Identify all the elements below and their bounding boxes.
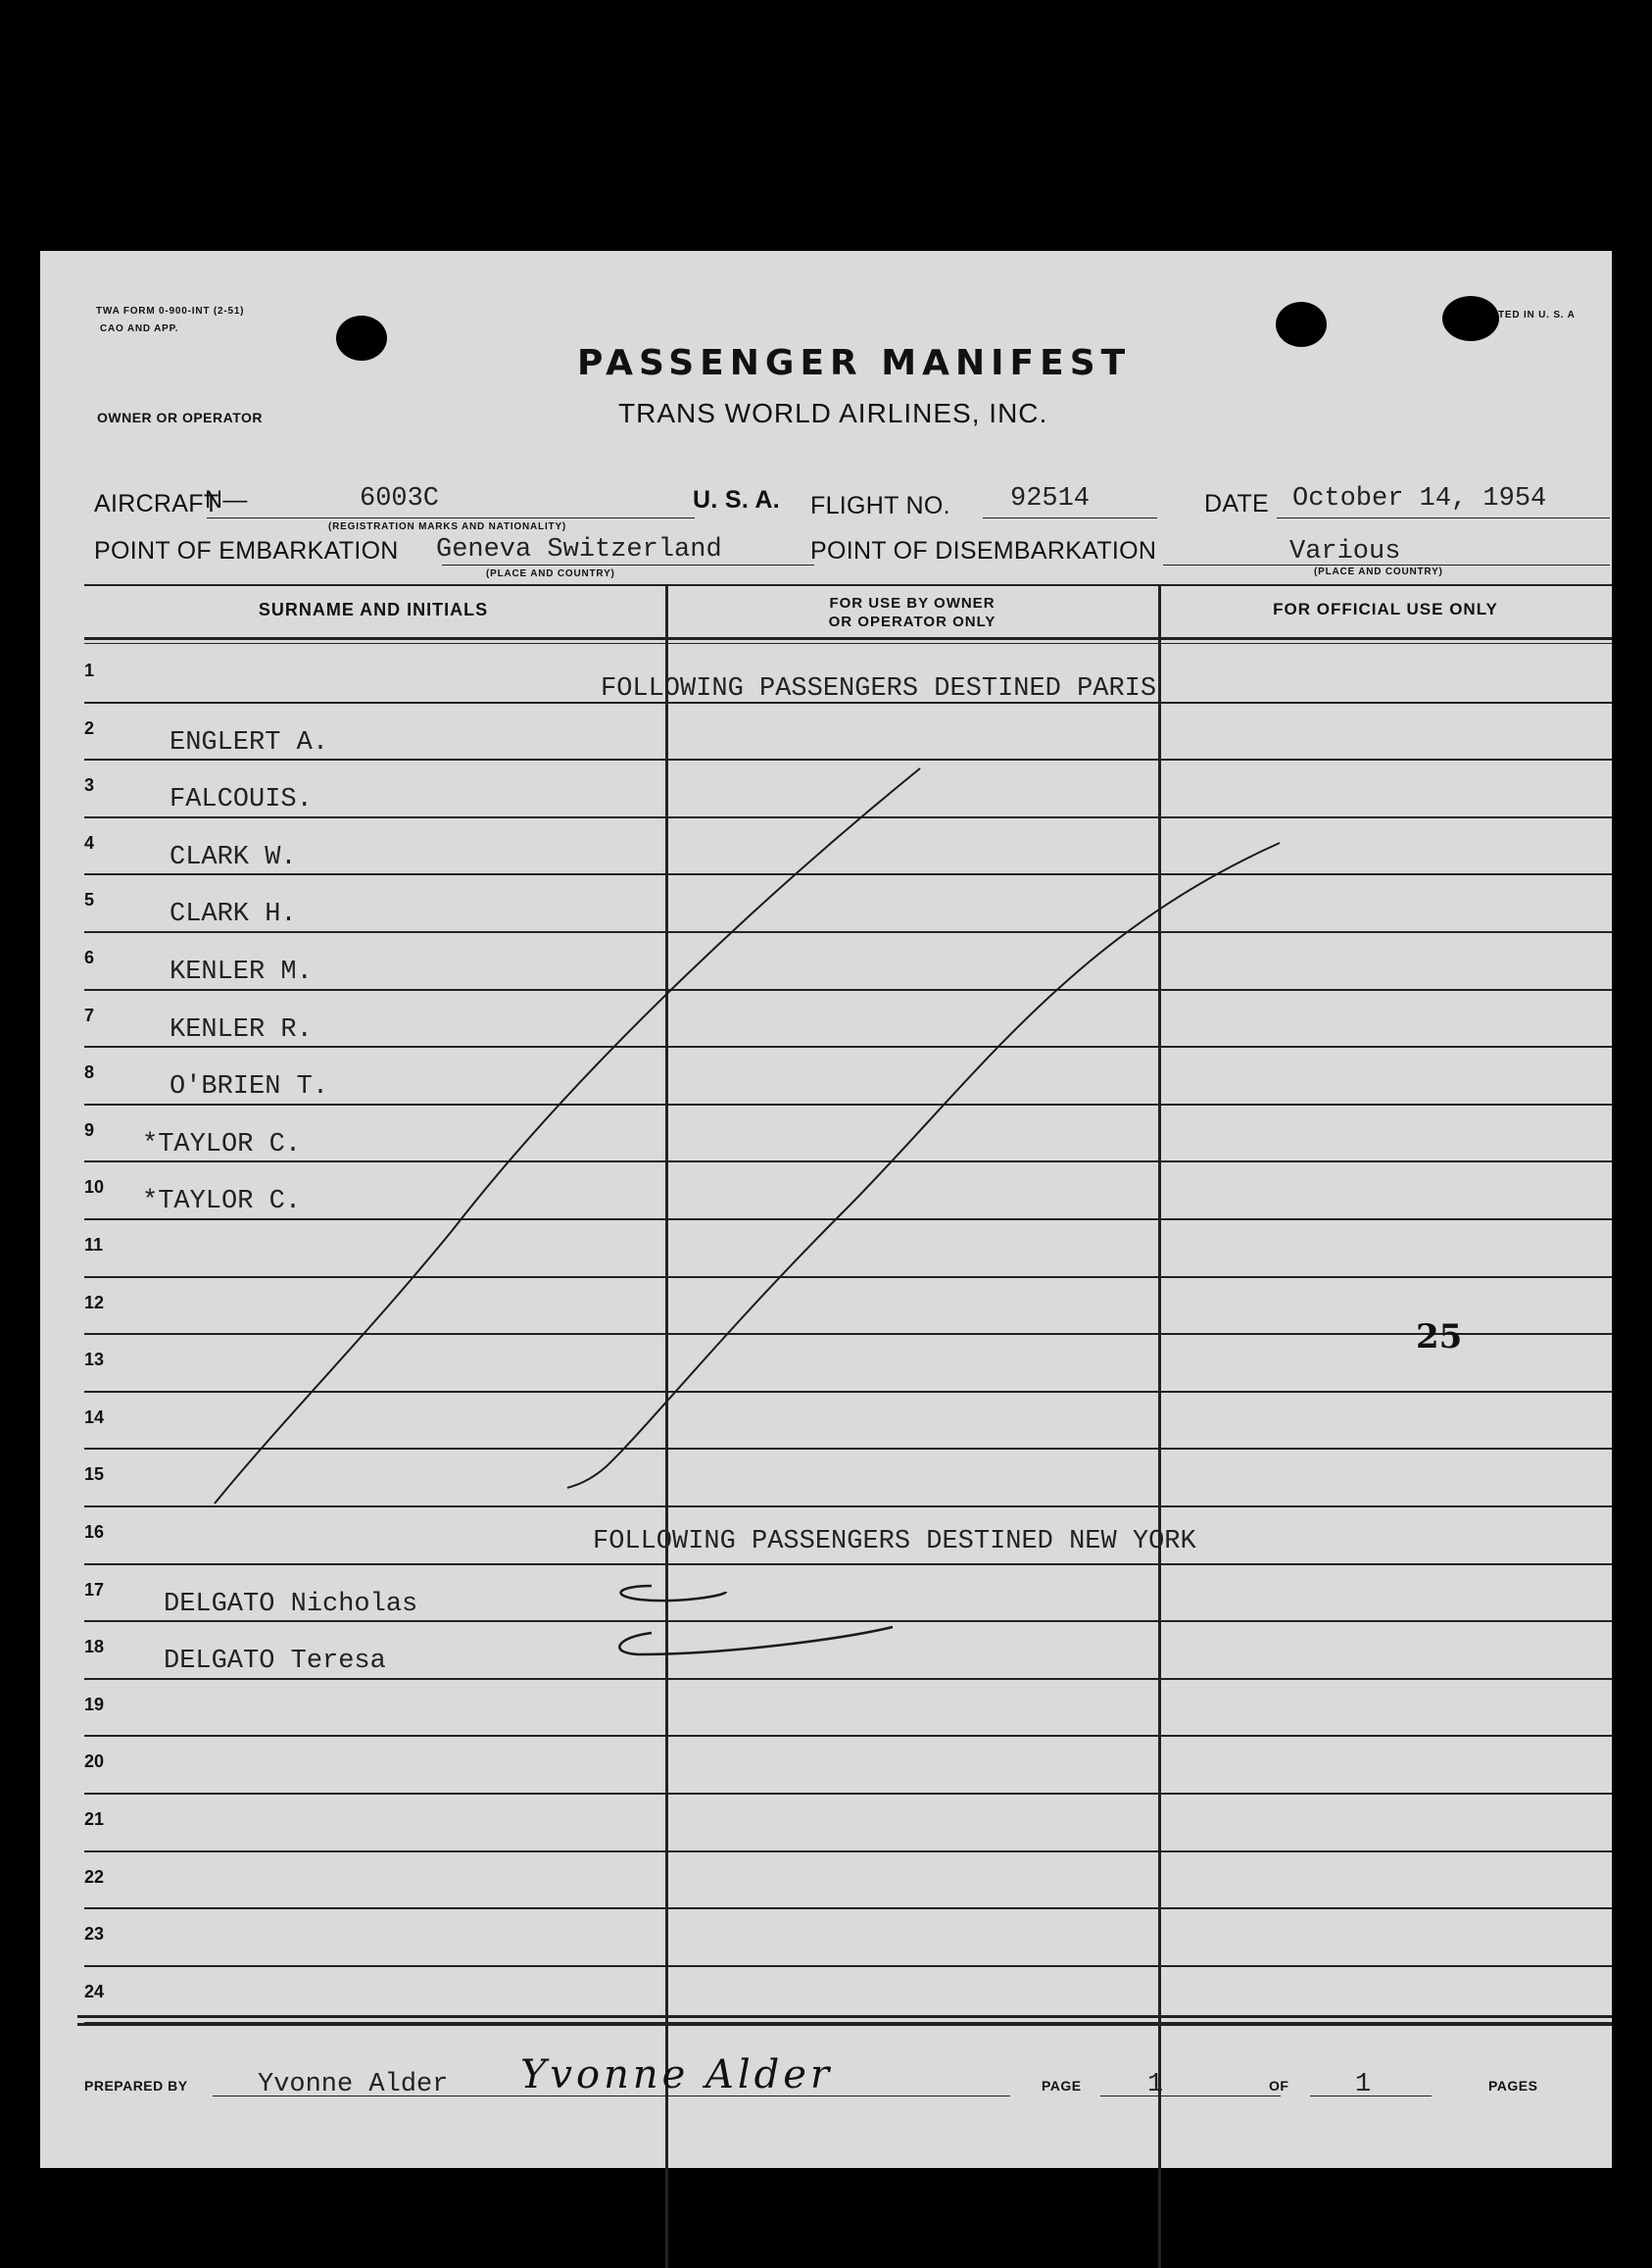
row-number: 1 xyxy=(84,661,95,680)
prepared-label: PREPARED BY xyxy=(84,2078,188,2094)
disembark-label: POINT OF DISEMBARKATION xyxy=(810,537,1157,565)
place-caption: (PLACE AND COUNTRY) xyxy=(1314,567,1443,577)
row-number: 16 xyxy=(84,1522,105,1542)
passenger-name: KENLER M. xyxy=(170,958,313,987)
cancel-stroke xyxy=(567,843,1280,1488)
reg-caption: (REGISTRATION MARKS AND NATIONALITY) xyxy=(328,521,567,532)
row-number: 11 xyxy=(84,1235,104,1255)
aircraft-prefix: N— xyxy=(205,486,248,514)
cao-line: CAO AND APP. xyxy=(100,323,179,334)
pen-strokes xyxy=(40,251,1612,2168)
of-label: OF xyxy=(1269,2078,1289,2094)
passenger-name: ENGLERT A. xyxy=(170,727,329,758)
cancel-stroke xyxy=(215,768,920,1504)
date-value: October 14, 1954 xyxy=(1292,484,1547,514)
check-mark xyxy=(621,1586,726,1601)
col-header-official: FOR OFFICIAL USE ONLY xyxy=(1273,600,1498,618)
prepared-by: Yvonne Alder xyxy=(258,2070,449,2099)
page-title: PASSENGER MANIFEST xyxy=(577,343,1132,383)
row-number: 10 xyxy=(84,1177,105,1198)
passenger-name: KENLER R. xyxy=(170,1014,313,1045)
usa-label: U. S. A. xyxy=(693,486,780,514)
aircraft-value: 6003C xyxy=(360,484,440,514)
passenger-name: FALCOUIS. xyxy=(170,785,313,815)
row-number: 2 xyxy=(84,717,95,738)
col-header-owner-2: OR OPERATOR ONLY xyxy=(828,614,996,630)
check-mark xyxy=(619,1627,893,1654)
printed-in: TED IN U. S. A xyxy=(1498,310,1576,320)
row-number: 14 xyxy=(84,1406,105,1427)
airline-name: TRANS WORLD AIRLINES, INC. xyxy=(618,398,1048,428)
row-number: 23 xyxy=(84,1924,105,1945)
page-total: 1 xyxy=(1355,2070,1372,2099)
place-caption: (PLACE AND COUNTRY) xyxy=(486,568,615,579)
official-stamp: 25 xyxy=(1416,1317,1463,1356)
passenger-name: DELGATO Nicholas xyxy=(164,1589,418,1619)
passenger-name: DELGATO Teresa xyxy=(164,1647,386,1677)
note-paris: FOLLOWING PASSENGERS DESTINED PARIS xyxy=(601,674,1157,704)
passenger-name: CLARK W. xyxy=(170,842,297,872)
row-number: 13 xyxy=(84,1350,105,1370)
row-number: 9 xyxy=(84,1119,95,1140)
page-label: PAGE xyxy=(1042,2078,1082,2094)
aircraft-label: AIRCRAFT xyxy=(94,490,219,518)
date-label: DATE xyxy=(1204,490,1270,518)
col-header-surname: SURNAME AND INITIALS xyxy=(258,600,489,619)
flight-number: 92514 xyxy=(1010,484,1091,514)
signature: Yvonne Alder xyxy=(520,2052,834,2097)
page-number: 1 xyxy=(1147,2070,1164,2099)
row-number: 7 xyxy=(84,1005,95,1025)
row-number: 18 xyxy=(84,1637,105,1657)
row-number: 3 xyxy=(84,775,95,796)
disembark-value: Various xyxy=(1289,537,1401,567)
row-number: 12 xyxy=(84,1292,105,1312)
row-number: 19 xyxy=(84,1694,105,1714)
row-number: 22 xyxy=(84,1866,105,1887)
embark-label: POINT OF EMBARKATION xyxy=(94,537,399,565)
row-number: 15 xyxy=(84,1464,105,1485)
row-number: 21 xyxy=(84,1809,105,1829)
row-number: 8 xyxy=(84,1062,95,1083)
manifest-sheet xyxy=(40,251,1612,2168)
passenger-name: *TAYLOR C. xyxy=(142,1129,302,1159)
row-number: 17 xyxy=(84,1579,105,1600)
passenger-name: O'BRIEN T. xyxy=(170,1072,329,1103)
col-header-owner-1: FOR USE BY OWNER xyxy=(829,595,996,612)
passenger-name: CLARK H. xyxy=(170,900,297,930)
row-number: 20 xyxy=(84,1751,105,1772)
row-number: 6 xyxy=(84,948,95,967)
owner-label: OWNER OR OPERATOR xyxy=(97,410,263,425)
embark-value: Geneva Switzerland xyxy=(436,535,722,565)
row-number: 24 xyxy=(84,1981,105,2001)
flight-label: FLIGHT NO. xyxy=(810,492,950,519)
note-newyork: FOLLOWING PASSENGERS DESTINED NEW YORK xyxy=(593,1527,1196,1556)
passenger-name: *TAYLOR C. xyxy=(142,1187,302,1217)
form-id: TWA FORM 0-900-INT (2-51) xyxy=(96,306,245,317)
row-number: 4 xyxy=(84,832,95,853)
row-number: 5 xyxy=(84,890,95,911)
pages-label: PAGES xyxy=(1488,2078,1538,2094)
